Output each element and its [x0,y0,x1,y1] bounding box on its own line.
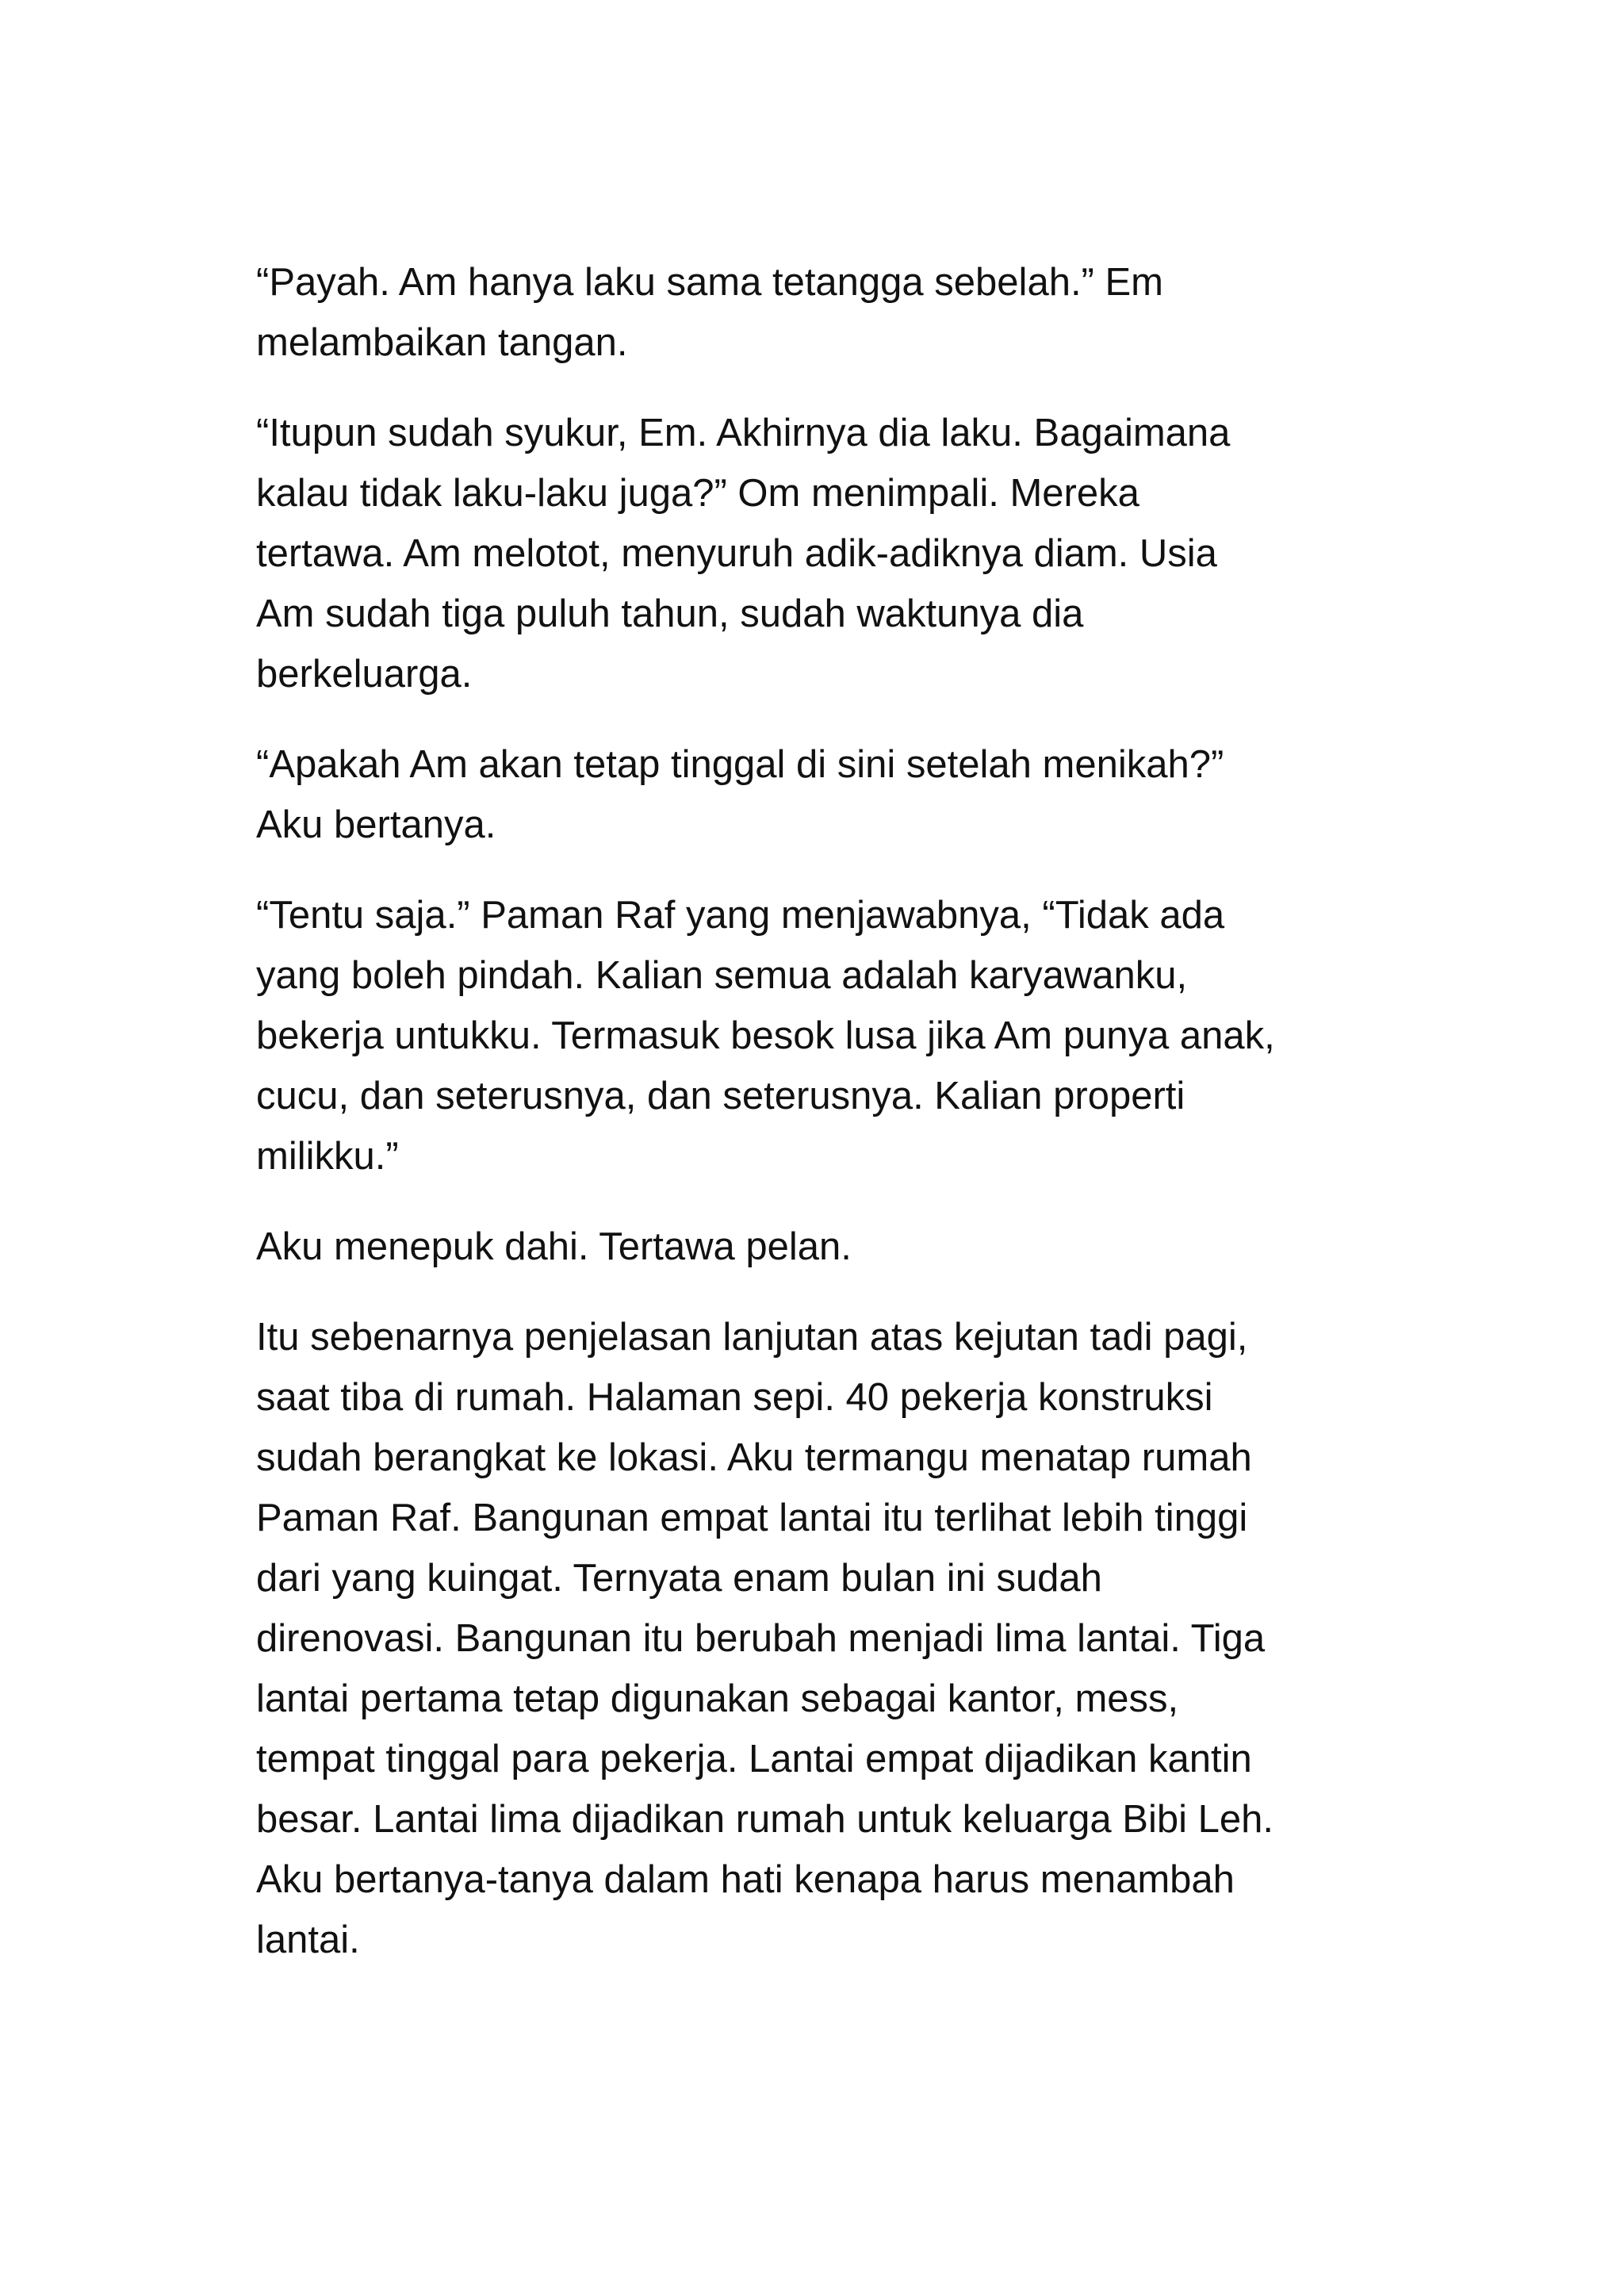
text-line: milikku.” [256,1135,399,1178]
text-line: Aku bertanya. [256,803,496,846]
text-line: sudah berangkat ke lokasi. Aku termangu menatap rumah [256,1436,1252,1479]
text-line: besar. Lantai lima dijadikan rumah untuk keluarga Bibi Leh. [256,1798,1274,1841]
document-body [256,252,1382,2000]
text-line: saat tiba di rumah. Halaman sepi. 40 pekerja konstruksi [256,1376,1213,1419]
paragraph-1 [256,252,1382,373]
text-line: dari yang kuingat. Ternyata enam bulan ini sudah [256,1557,1102,1600]
text-line: “Apakah Am akan tetap tinggal di sini setelah menikah?” [256,743,1224,786]
text-line: lantai pertama tetap digunakan sebagai kantor, mess, [256,1677,1179,1720]
text-line: Aku bertanya-tanya dalam hati kenapa harus menambah [256,1858,1235,1901]
paragraph-2 [256,403,1382,704]
text-line: Aku menepuk dahi. Tertawa pelan. [256,1225,852,1268]
text-line: lantai. [256,1918,360,1961]
text-line: tertawa. Am melotot, menyuruh adik-adiknya diam. Usia [256,532,1217,575]
text-line: kalau tidak laku-laku juga?” Om menimpali. Mereka [256,472,1139,515]
text-line: yang boleh pindah. Kalian semua adalah karyawanku, [256,954,1188,997]
paragraph-5 [256,1217,1382,1277]
text-line: melambaikan tangan. [256,321,628,364]
text-line: “Payah. Am hanya laku sama tetangga sebelah.” Em [256,261,1163,304]
text-line: tempat tinggal para pekerja. Lantai empat dijadikan kantin [256,1738,1252,1780]
paragraph-3 [256,734,1382,855]
text-line: “Tentu saja.” Paman Raf yang menjawabnya, “Tidak ada [256,894,1225,937]
text-line: berkeluarga. [256,653,473,696]
text-line: cucu, dan seterusnya, dan seterusnya. Kalian properti [256,1075,1185,1117]
paragraph-6 [256,1307,1382,1970]
text-line: Paman Raf. Bangunan empat lantai itu terlihat lebih tinggi [256,1497,1248,1539]
text-line: Am sudah tiga puluh tahun, sudah waktunya dia [256,592,1084,635]
text-line: Itu sebenarnya penjelasan lanjutan atas kejutan tadi pagi, [256,1316,1248,1359]
text-line: bekerja untukku. Termasuk besok lusa jika Am punya anak, [256,1014,1275,1057]
paragraph-4 [256,885,1382,1186]
text-line: “Itupun sudah syukur, Em. Akhirnya dia laku. Bagaimana [256,412,1231,454]
text-line: direnovasi. Bangunan itu berubah menjadi lima lantai. Tiga [256,1617,1266,1660]
